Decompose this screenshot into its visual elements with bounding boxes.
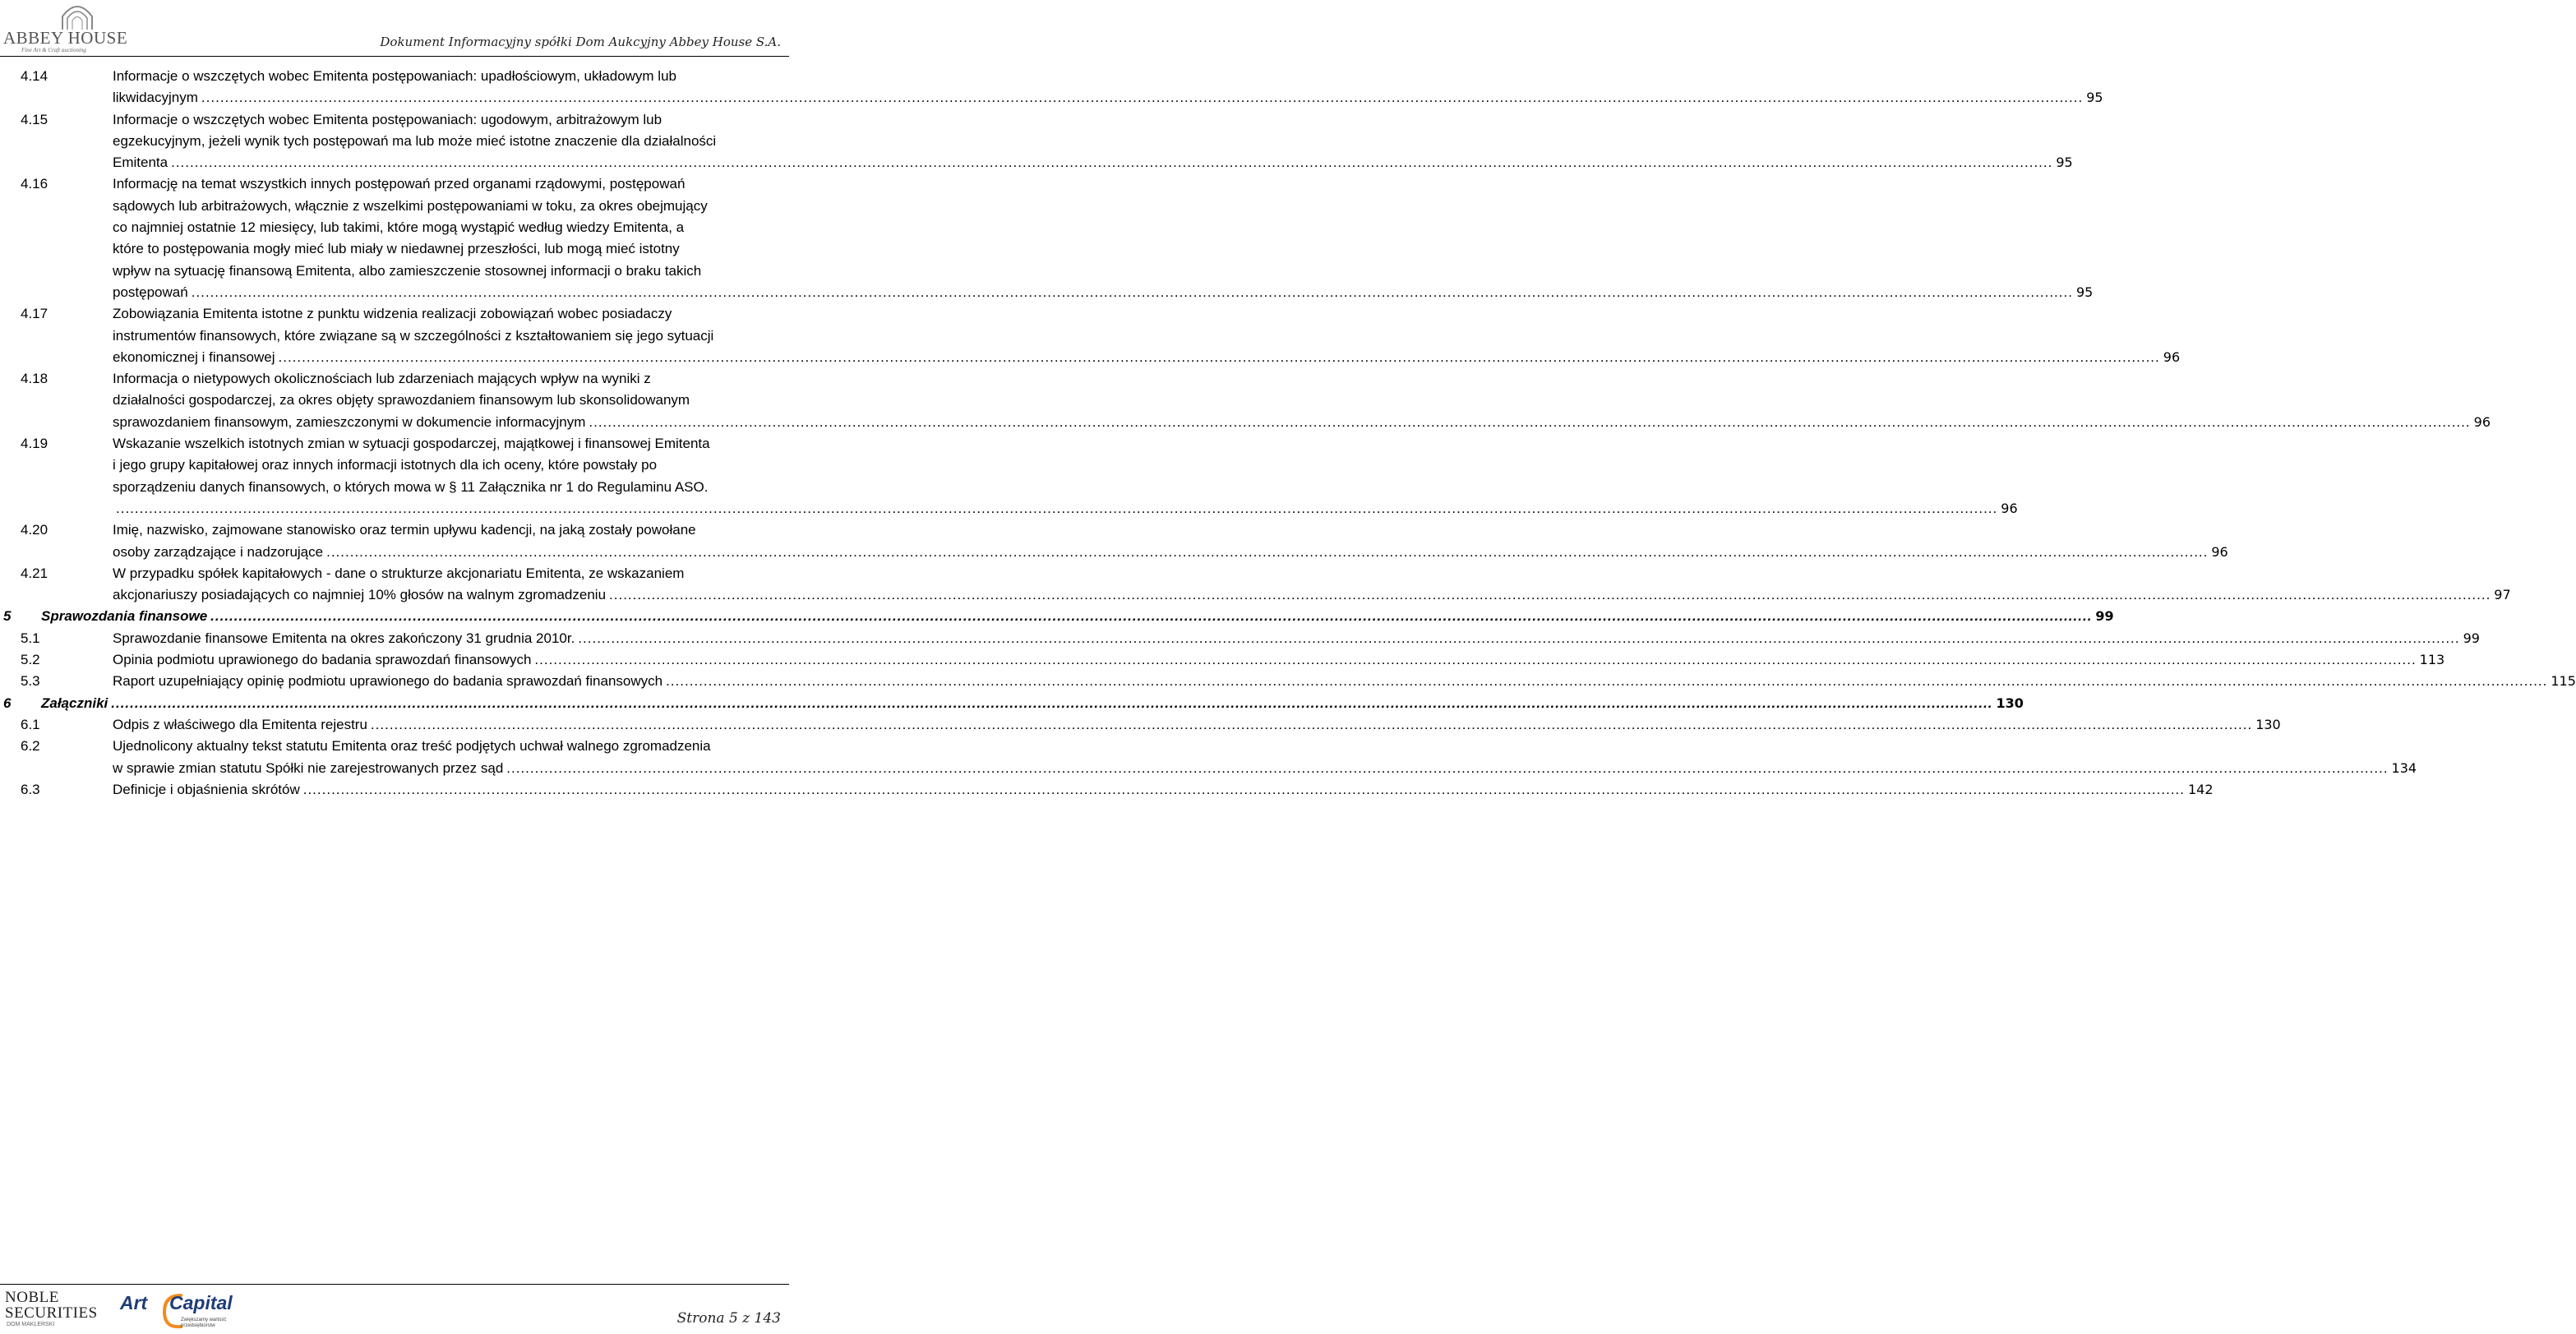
- company-tagline: Fine Art & Craft auctioning: [21, 47, 86, 53]
- toc-entry-number: 6.3: [21, 781, 40, 797]
- toc-entry[interactable]: [0, 519, 2228, 563]
- toc-entry-page: 130: [2255, 716, 2281, 732]
- dot-leader: ................................................................................................................................................................................................................................................................................................................................................................................................................: [326, 543, 2209, 560]
- toc-entry-text: [113, 433, 2018, 519]
- noble-securities-logo: [5, 1289, 112, 1332]
- arch-icon: [58, 2, 97, 30]
- dot-leader: ................................................................................................................................................................................................................................................................................................................................................................................................................: [171, 155, 2053, 171]
- toc-entry-lastline: [113, 758, 2417, 779]
- toc-entry-page: 95: [2075, 284, 2094, 300]
- toc-entry-title: osoby zarządzające i nadzorujące: [113, 543, 324, 560]
- toc-entry-line: Informacje o wszczętych wobec Emitenta postępowaniach: ugodowym, arbitrażowym lub: [113, 111, 662, 127]
- footer-divider: [0, 1284, 789, 1285]
- toc-entry-number: 6: [3, 695, 12, 711]
- toc-entry-page: 134: [2391, 759, 2417, 776]
- toc-entry-lastline: [113, 714, 2281, 736]
- art-capital-slogan: Zwiększamy wartość przedsiębiorstw: [181, 1318, 227, 1328]
- toc-entry-page: 99: [2095, 608, 2114, 625]
- toc-entry[interactable]: [0, 303, 2181, 368]
- toc-entry-lastline: [113, 412, 2491, 433]
- toc-entry-number: 4.16: [21, 176, 48, 192]
- abbey-house-logo: [3, 2, 151, 51]
- toc-entry-text: [41, 693, 2024, 714]
- toc-entry[interactable]: [0, 173, 2094, 303]
- dot-leader: ................................................................................................................................................................................................................................................................................................................................................................................................................: [370, 716, 2253, 732]
- toc-entry-number: 5.3: [21, 673, 40, 690]
- toc-entry-page: 113: [2419, 652, 2445, 668]
- toc-entry[interactable]: [0, 714, 2281, 736]
- toc-entry-line: Wskazanie wszelkich istotnych zmian w sytuacji gospodarczej, majątkowej i finansowej Emitenta: [113, 436, 710, 452]
- art-text: Art: [120, 1292, 148, 1313]
- toc-entry[interactable]: [0, 649, 2445, 671]
- dot-leader: ................................................................................................................................................................................................................................................................................................................................................................................................................: [302, 781, 2185, 797]
- toc-entry[interactable]: [0, 368, 2491, 433]
- dot-leader: ................................................................................................................................................................................................................................................................................................................................................................................................................: [201, 90, 2084, 106]
- dot-leader: ................................................................................................................................................................................................................................................................................................................................................................................................................: [210, 608, 2093, 625]
- toc-entry-page: 95: [2086, 90, 2103, 106]
- toc-entry-text: [113, 109, 2073, 174]
- toc-entry-line: Informacje o wszczętych wobec Emitenta postępowaniach: upadłościowym, układowym lub: [113, 68, 676, 84]
- toc-entry-number: 4.19: [21, 436, 48, 452]
- dot-leader: ................................................................................................................................................................................................................................................................................................................................................................................................................: [666, 673, 2548, 690]
- toc-entry-line: wpływ na sytuację finansową Emitenta, albo zamieszczenie stosownej informacji o braku takich: [113, 262, 702, 279]
- toc-entry-number: 6.2: [21, 738, 40, 755]
- toc-entry-lastline: [41, 606, 2114, 627]
- toc-entry-title: sprawozdaniem finansowym, zamieszczonymi w dokumencie informacyjnym: [113, 413, 586, 430]
- art-capital-logo: [118, 1289, 233, 1332]
- toc-entry-text: [113, 563, 2511, 607]
- toc-entry-lastline: [113, 347, 2181, 368]
- toc-entry-line: Informację na temat wszystkich innych postępowań przed organami rządowymi, postępowań: [113, 176, 686, 192]
- toc-entry[interactable]: [0, 671, 2576, 692]
- toc-entry[interactable]: [0, 66, 2103, 109]
- toc-entry-lastline: [113, 628, 2480, 649]
- toc-entry-line: i jego grupy kapitałowej oraz innych informacji istotnych dla ich oceny, które powstały po: [113, 457, 658, 473]
- dot-leader: ................................................................................................................................................................................................................................................................................................................................................................................................................: [578, 630, 2460, 646]
- toc-entry[interactable]: [0, 109, 2073, 174]
- toc-entry-line: W przypadku spółek kapitałowych - dane o strukturze akcjonariatu Emitenta, ze wskazaniem: [113, 565, 685, 581]
- toc-entry-text: [113, 779, 2214, 801]
- toc-entry-text: [113, 671, 2576, 692]
- toc-entry-title: Emitenta: [113, 155, 169, 171]
- toc-entry-title: likwidacyjnym: [113, 90, 198, 106]
- toc-entry-text: [41, 606, 2114, 627]
- capital-text: Capital: [169, 1292, 233, 1313]
- document-title: Dokument Informacyjny spółki Dom Aukcyjny Abbey House S.A.: [380, 35, 781, 49]
- toc-entry-lastline: [41, 693, 2024, 714]
- header-divider: [0, 56, 789, 57]
- toc-entry-number: 5.1: [21, 630, 40, 646]
- dot-leader: ................................................................................................................................................................................................................................................................................................................................................................................................................: [609, 587, 2491, 603]
- toc-entry-page: 96: [2001, 500, 2018, 516]
- toc-entry-title: w sprawie zmian statutu Spółki nie zarejestrowanych przez sąd: [113, 759, 504, 776]
- toc-entry[interactable]: [0, 693, 2024, 714]
- toc-entry-text: [113, 628, 2480, 649]
- toc-entry-line: Imię, nazwisko, zajmowane stanowisko oraz termin upływu kadencji, na jaką zostały powołane: [113, 522, 696, 538]
- toc-entry-page: 96: [2211, 543, 2228, 560]
- toc-entry-number: 4.18: [21, 371, 48, 387]
- toc-entry-text: [113, 649, 2445, 671]
- toc-entry-number: 4.15: [21, 111, 48, 127]
- toc-entry-number: 5: [3, 608, 12, 625]
- dot-leader: ................................................................................................................................................................................................................................................................................................................................................................................................................: [191, 284, 2073, 300]
- dot-leader: ................................................................................................................................................................................................................................................................................................................................................................................................................: [534, 652, 2417, 668]
- toc-entry-lastline: [113, 152, 2073, 173]
- toc-entry-lastline: [113, 498, 2018, 519]
- toc-entry-page: 99: [2463, 630, 2480, 646]
- dot-leader: ................................................................................................................................................................................................................................................................................................................................................................................................................: [506, 759, 2389, 776]
- toc-entry-line: Ujednolicony aktualny tekst statutu Emitenta oraz treść podjętych uchwał walnego zgromadzenia: [113, 738, 711, 755]
- noble-line3: DOM MAKLERSKI: [7, 1322, 55, 1327]
- toc-entry-number: 4.21: [21, 565, 48, 581]
- toc-entry-line: co najmniej ostatnie 12 miesięcy, lub takimi, które mogą wystąpić według wiedzy Emitenta, a: [113, 219, 685, 236]
- toc-entry-lastline: [113, 671, 2576, 692]
- toc-entry-text: [113, 303, 2181, 368]
- toc-entry-page: 130: [1996, 695, 2024, 711]
- toc-entry-number: 4.14: [21, 68, 48, 84]
- toc-entry-line: które to postępowania mogły mieć lub miały w niedawnej przeszłości, lub mogą mieć istotny: [113, 241, 680, 257]
- toc-entry-line: sądowych lub arbitrażowych, włącznie z wszelkimi postępowaniami w toku, za okres obejmujący: [113, 197, 708, 214]
- toc-entry-lastline: [113, 87, 2103, 108]
- toc-entry-title: Opinia podmiotu uprawionego do badania sprawozdań finansowych: [113, 652, 532, 668]
- toc-entry[interactable]: [0, 779, 2214, 801]
- toc-entry[interactable]: [0, 433, 2018, 519]
- toc-entry-title: Załączniki: [41, 695, 108, 711]
- page-header: [0, 0, 789, 56]
- toc-entry-page: 95: [2056, 155, 2073, 171]
- toc-entry[interactable]: [0, 628, 2480, 649]
- toc-entry-text: [113, 368, 2491, 433]
- toc-entry-page: 97: [2494, 587, 2511, 603]
- toc-entry[interactable]: [0, 606, 2114, 627]
- toc-entry-line: egzekucyjnym, jeżeli wynik tych postępowań ma lub może mieć istotne znaczenie dla działalności: [113, 132, 717, 149]
- page-number: Strona 5 z 143: [676, 1310, 781, 1327]
- toc-entry-line: Zobowiązania Emitenta istotne z punktu widzenia realizacji zobowiązań wobec posiadaczy: [113, 306, 672, 322]
- toc-entry-title: Raport uzupełniający opinię podmiotu uprawionego do badania sprawozdań finansowych: [113, 673, 663, 690]
- table-of-contents: [0, 66, 2576, 801]
- toc-entry-lastline: [113, 542, 2228, 563]
- toc-entry-line: sporządzeniu danych finansowych, o których mowa w § 11 Załącznika nr 1 do Regulaminu ASO.: [113, 478, 709, 495]
- toc-entry[interactable]: [0, 736, 2417, 779]
- toc-entry-title: Sprawozdania finansowe: [41, 608, 208, 625]
- toc-entry-lastline: [113, 779, 2214, 801]
- toc-entry-text: [113, 66, 2103, 109]
- company-name: ABBEY HOUSE: [3, 28, 128, 48]
- toc-entry-page: 115: [2551, 673, 2576, 690]
- toc-entry-number: 4.20: [21, 522, 48, 538]
- toc-entry-text: [113, 736, 2417, 779]
- toc-entry-title: Definicje i objaśnienia skrótów: [113, 781, 300, 797]
- toc-entry-lastline: [113, 649, 2445, 671]
- toc-entry-line: Informacja o nietypowych okolicznościach lub zdarzeniach mających wpływ na wyniki z: [113, 371, 651, 387]
- toc-entry-page: 96: [2163, 349, 2181, 365]
- toc-entry-title: Odpis z właściwego dla Emitenta rejestru: [113, 716, 367, 732]
- dot-leader: ................................................................................................................................................................................................................................................................................................................................................................................................................: [116, 500, 1998, 516]
- toc-entry-page: 142: [2188, 781, 2214, 797]
- dot-leader: ................................................................................................................................................................................................................................................................................................................................................................................................................: [589, 413, 2471, 430]
- toc-entry[interactable]: [0, 563, 2511, 607]
- toc-entry-number: 5.2: [21, 652, 40, 668]
- dot-leader: ................................................................................................................................................................................................................................................................................................................................................................................................................: [278, 349, 2160, 365]
- toc-entry-lastline: [113, 584, 2511, 606]
- toc-entry-title: akcjonariuszy posiadających co najmniej 10% głosów na walnym zgromadzeniu: [113, 587, 607, 603]
- noble-line2: SECURITIES: [5, 1304, 98, 1322]
- toc-entry-lastline: [113, 282, 2094, 303]
- noble-line1: NOBLE: [5, 1289, 59, 1306]
- toc-entry-text: [113, 173, 2094, 303]
- toc-entry-number: 6.1: [21, 716, 40, 732]
- toc-entry-title: Sprawozdanie finansowe Emitenta na okres zakończony 31 grudnia 2010r.: [113, 630, 575, 646]
- toc-entry-text: [113, 519, 2228, 563]
- dot-leader: ................................................................................................................................................................................................................................................................................................................................................................................................................: [111, 695, 1993, 711]
- toc-entry-line: instrumentów finansowych, które związane są w szczególności z kształtowaniem się jego sytuacji: [113, 327, 714, 344]
- toc-entry-line: działalności gospodarczej, za okres objęty sprawozdaniem finansowym lub skonsolidowanym: [113, 392, 690, 409]
- toc-entry-number: 4.17: [21, 306, 48, 322]
- toc-entry-page: 96: [2473, 413, 2491, 430]
- toc-entry-title: postępowań: [113, 284, 188, 300]
- toc-entry-text: [113, 714, 2281, 736]
- toc-entry-title: ekonomicznej i finansowej: [113, 349, 275, 365]
